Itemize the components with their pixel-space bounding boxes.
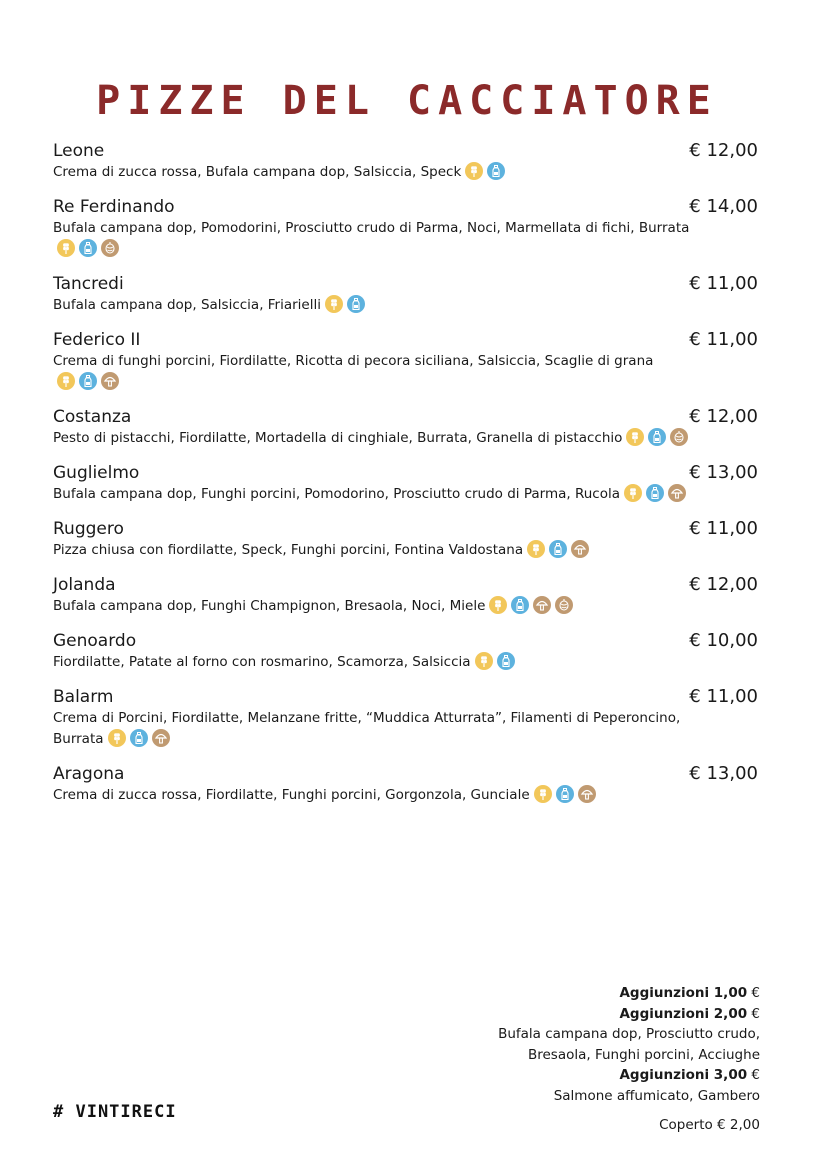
extras-add2-line2: Bresaola, Funghi porcini, Acciughe (527, 1046, 760, 1063)
menu-item (53, 196, 758, 260)
menu-item-ingredients: Crema di zucca rossa, Fiordilatte, Funghi porcini, Gorgonzola, Gunciale (53, 787, 530, 803)
menu-item-ingredients: Crema di funghi porcini, Fiordilatte, Ricotta di pecora siciliana, Salsiccia, Scaglie di grana (53, 353, 654, 369)
milk-icon (511, 596, 529, 614)
grain-icon (57, 372, 75, 390)
allergen-icons (108, 731, 174, 747)
menu-item-ingredients: Crema di Porcini, Fiordilatte, Melanzane fritte, “Muddica Atturrata”, Filamenti di Peperoncino, Burrata (53, 710, 681, 747)
menu-item-name: Guglielmo (53, 463, 140, 483)
milk-icon (556, 785, 574, 803)
grain-icon (626, 428, 644, 446)
menu-item-name: Jolanda (53, 575, 116, 595)
menu-item-description (53, 218, 693, 260)
menu-item (53, 574, 758, 617)
menu-item-price: € 11,00 (689, 518, 758, 539)
nut-icon (101, 239, 119, 257)
milk-icon (130, 729, 148, 747)
milk-icon (79, 372, 97, 390)
menu-item-description (53, 351, 693, 393)
allergen-icons (534, 787, 600, 803)
menu-item (53, 406, 758, 449)
menu-item-name: Federico II (53, 330, 141, 350)
allergen-icons (475, 654, 519, 670)
allergen-icons (57, 374, 123, 390)
menu-item (53, 518, 758, 561)
grain-icon (624, 484, 642, 502)
allergen-icons (626, 430, 692, 446)
allergen-icons (325, 297, 369, 313)
mushroom-icon (152, 729, 170, 747)
menu-item-price: € 10,00 (689, 630, 758, 651)
grain-icon (325, 295, 343, 313)
allergen-icons (489, 598, 577, 614)
extras-add2: Aggiunzioni 2,00 € (619, 1005, 760, 1022)
menu-item (53, 329, 758, 393)
menu-item (53, 462, 758, 505)
grain-icon (475, 652, 493, 670)
milk-icon (487, 162, 505, 180)
menu-item-price: € 14,00 (689, 196, 758, 217)
menu-item-ingredients: Bufala campana dop, Funghi Champignon, Bresaola, Noci, Miele (53, 598, 486, 614)
pizza-menu-list (53, 140, 758, 819)
extras-add1: Aggiunzioni 1,00 € (619, 985, 760, 1001)
menu-item (53, 140, 758, 183)
menu-item-ingredients: Bufala campana dop, Funghi porcini, Pomodorino, Prosciutto crudo di Parma, Rucola (53, 486, 620, 502)
allergen-icons (527, 542, 593, 558)
menu-item-description (53, 785, 693, 806)
coperto: Coperto € 2,00 (659, 1117, 760, 1133)
allergen-icons (465, 164, 509, 180)
grain-icon (489, 596, 507, 614)
grain-icon (527, 540, 545, 558)
grain-icon (465, 162, 483, 180)
extras-block (498, 983, 760, 1136)
mushroom-icon (101, 372, 119, 390)
menu-item-ingredients: Crema di zucca rossa, Bufala campana dop, Salsiccia, Speck (53, 164, 462, 180)
menu-item-price: € 11,00 (689, 686, 758, 707)
nut-icon (555, 596, 573, 614)
menu-item-name: Genoardo (53, 631, 137, 651)
menu-item-ingredients: Fiordilatte, Patate al forno con rosmarino, Scamorza, Salsiccia (53, 654, 471, 670)
menu-item-ingredients: Pizza chiusa con fiordilatte, Speck, Funghi porcini, Fontina Valdostana (53, 542, 524, 558)
milk-icon (549, 540, 567, 558)
menu-item-name: Balarm (53, 687, 114, 707)
grain-icon (108, 729, 126, 747)
extras-add2-line1: Bufala campana dop, Prosciutto crudo, (498, 1026, 760, 1042)
mushroom-icon (578, 785, 596, 803)
menu-item-name: Ruggero (53, 519, 124, 539)
menu-item-description (53, 162, 693, 183)
menu-item-description (53, 652, 693, 673)
menu-item-name: Leone (53, 141, 105, 161)
menu-item (53, 686, 758, 750)
menu-item-name: Re Ferdinando (53, 197, 175, 217)
allergen-icons (57, 241, 123, 257)
menu-item-price: € 11,00 (689, 329, 758, 350)
menu-item-price: € 13,00 (689, 763, 758, 784)
menu-item-description (53, 484, 693, 505)
menu-item-description (53, 596, 693, 617)
milk-icon (347, 295, 365, 313)
extras-add3-line1: Salmone affumicato, Gambero (553, 1087, 760, 1104)
menu-item-description (53, 295, 693, 316)
menu-item-price: € 12,00 (689, 574, 758, 595)
milk-icon (497, 652, 515, 670)
mushroom-icon (571, 540, 589, 558)
menu-item-name: Costanza (53, 407, 132, 427)
menu-item-price: € 12,00 (689, 406, 758, 427)
menu-item-price: € 11,00 (689, 273, 758, 294)
mushroom-icon (533, 596, 551, 614)
milk-icon (646, 484, 664, 502)
milk-icon (79, 239, 97, 257)
menu-item-price: € 12,00 (689, 140, 758, 161)
grain-icon (57, 239, 75, 257)
menu-item-name: Tancredi (53, 274, 124, 294)
menu-item-name: Aragona (53, 764, 125, 784)
menu-item (53, 630, 758, 673)
milk-icon (648, 428, 666, 446)
menu-item (53, 763, 758, 806)
mushroom-icon (668, 484, 686, 502)
extras-add3: Aggiunzioni 3,00 € (619, 1067, 760, 1083)
footer-hashtag: # VINTIRECI (53, 1102, 177, 1122)
nut-icon (670, 428, 688, 446)
menu-item-ingredients: Pesto di pistacchi, Fiordilatte, Mortadella di cinghiale, Burrata, Granella di pistacchio (53, 430, 623, 446)
menu-item-price: € 13,00 (689, 462, 758, 483)
page-title: PIZZE DEL CACCIATORE (96, 78, 718, 124)
menu-item-description (53, 428, 693, 449)
menu-item (53, 273, 758, 316)
menu-item-description (53, 708, 693, 750)
menu-item-ingredients: Bufala campana dop, Salsiccia, Friarielli (53, 297, 321, 313)
allergen-icons (624, 486, 690, 502)
menu-item-description (53, 540, 693, 561)
grain-icon (534, 785, 552, 803)
menu-item-ingredients: Bufala campana dop, Pomodorini, Prosciutto crudo di Parma, Noci, Marmellata di fichi, Burrata (53, 220, 690, 236)
